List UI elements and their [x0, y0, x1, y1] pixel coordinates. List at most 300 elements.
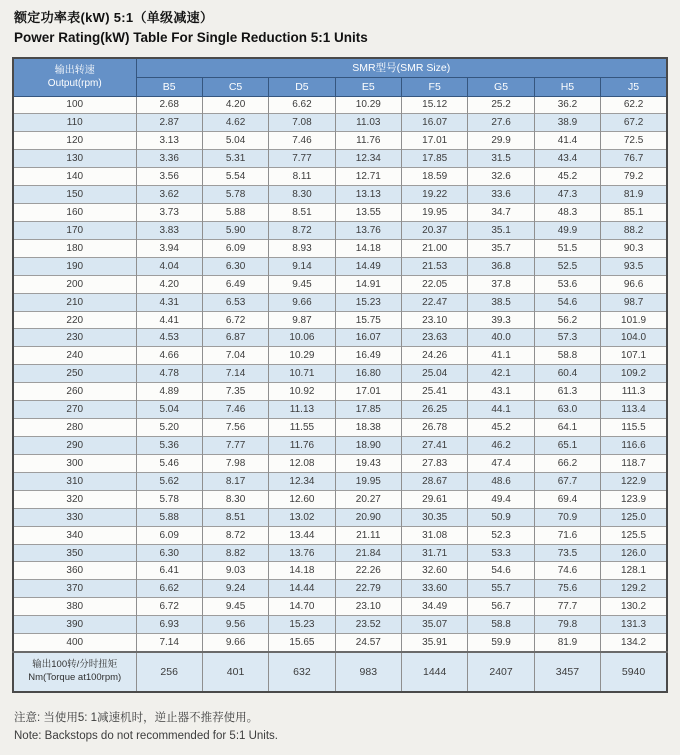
- table-row: [13, 454, 667, 472]
- value-cell: 81.9: [534, 634, 600, 652]
- table-row: [13, 150, 667, 168]
- value-cell: 62.2: [601, 96, 667, 114]
- value-cell: 52.3: [468, 526, 534, 544]
- value-cell: 58.8: [534, 347, 600, 365]
- value-cell: 6.62: [136, 580, 202, 598]
- value-cell: 5.46: [136, 454, 202, 472]
- value-cell: 8.72: [202, 526, 268, 544]
- value-cell: 125.5: [601, 526, 667, 544]
- value-cell: 13.76: [269, 544, 335, 562]
- value-cell: 15.65: [269, 634, 335, 652]
- table-row: [13, 96, 667, 114]
- value-cell: 14.18: [335, 239, 401, 257]
- value-cell: 109.2: [601, 365, 667, 383]
- value-cell: 49.4: [468, 490, 534, 508]
- table-row: [13, 186, 667, 204]
- value-cell: 13.76: [335, 221, 401, 239]
- torque-value-cell: 401: [202, 652, 268, 692]
- value-cell: 5.78: [202, 186, 268, 204]
- value-cell: 41.4: [534, 132, 600, 150]
- value-cell: 35.91: [402, 634, 468, 652]
- value-cell: 12.60: [269, 490, 335, 508]
- value-cell: 43.1: [468, 383, 534, 401]
- rpm-cell: 320: [13, 490, 136, 508]
- torque-value-cell: 3457: [534, 652, 600, 692]
- value-cell: 35.07: [402, 616, 468, 634]
- value-cell: 11.03: [335, 114, 401, 132]
- value-cell: 7.08: [269, 114, 335, 132]
- value-cell: 7.56: [202, 419, 268, 437]
- smr-size-group-header: SMR型号(SMR Size): [136, 58, 667, 77]
- value-cell: 4.20: [136, 275, 202, 293]
- value-cell: 39.3: [468, 311, 534, 329]
- value-cell: 22.79: [335, 580, 401, 598]
- value-cell: 8.30: [202, 490, 268, 508]
- torque-row-label: [13, 652, 136, 692]
- rpm-cell: 270: [13, 401, 136, 419]
- value-cell: 6.62: [269, 96, 335, 114]
- value-cell: 8.72: [269, 221, 335, 239]
- value-cell: 64.1: [534, 419, 600, 437]
- value-cell: 96.6: [601, 275, 667, 293]
- value-cell: 35.1: [468, 221, 534, 239]
- value-cell: 23.10: [335, 598, 401, 616]
- rpm-cell: 170: [13, 221, 136, 239]
- value-cell: 4.20: [202, 96, 268, 114]
- value-cell: 14.44: [269, 580, 335, 598]
- value-cell: 25.2: [468, 96, 534, 114]
- value-cell: 4.62: [202, 114, 268, 132]
- torque-value-cell: 2407: [468, 652, 534, 692]
- value-cell: 21.84: [335, 544, 401, 562]
- value-cell: 17.01: [402, 132, 468, 150]
- table-row: [13, 311, 667, 329]
- rpm-cell: 120: [13, 132, 136, 150]
- value-cell: 12.34: [335, 150, 401, 168]
- value-cell: 6.09: [136, 526, 202, 544]
- value-cell: 46.2: [468, 437, 534, 455]
- rpm-cell: 300: [13, 454, 136, 472]
- value-cell: 8.11: [269, 168, 335, 186]
- value-cell: 123.9: [601, 490, 667, 508]
- value-cell: 32.6: [468, 168, 534, 186]
- value-cell: 33.6: [468, 186, 534, 204]
- value-cell: 16.07: [335, 329, 401, 347]
- value-cell: 14.49: [335, 257, 401, 275]
- table-row: [13, 114, 667, 132]
- value-cell: 128.1: [601, 562, 667, 580]
- value-cell: 12.34: [269, 472, 335, 490]
- value-cell: 134.2: [601, 634, 667, 652]
- value-cell: 16.80: [335, 365, 401, 383]
- value-cell: 27.41: [402, 437, 468, 455]
- rpm-cell: 180: [13, 239, 136, 257]
- value-cell: 3.36: [136, 150, 202, 168]
- table-row: [13, 526, 667, 544]
- value-cell: 126.0: [601, 544, 667, 562]
- value-cell: 13.55: [335, 204, 401, 222]
- table-row: [13, 293, 667, 311]
- value-cell: 12.08: [269, 454, 335, 472]
- value-cell: 76.7: [601, 150, 667, 168]
- value-cell: 30.35: [402, 508, 468, 526]
- value-cell: 6.53: [202, 293, 268, 311]
- value-cell: 9.03: [202, 562, 268, 580]
- value-cell: 9.45: [202, 598, 268, 616]
- value-cell: 113.4: [601, 401, 667, 419]
- page-title-en: Power Rating(kW) Table For Single Reduction 5:1 Units: [14, 30, 368, 45]
- value-cell: 93.5: [601, 257, 667, 275]
- value-cell: 18.38: [335, 419, 401, 437]
- value-cell: 19.43: [335, 454, 401, 472]
- value-cell: 24.26: [402, 347, 468, 365]
- table-row: [13, 544, 667, 562]
- value-cell: 9.14: [269, 257, 335, 275]
- footnotes: [14, 709, 278, 746]
- size-column-header-D5: D5: [269, 77, 335, 96]
- table-header: [13, 58, 667, 96]
- value-cell: 35.7: [468, 239, 534, 257]
- value-cell: 22.47: [402, 293, 468, 311]
- value-cell: 65.1: [534, 437, 600, 455]
- value-cell: 42.1: [468, 365, 534, 383]
- value-cell: 20.37: [402, 221, 468, 239]
- table-row: [13, 204, 667, 222]
- value-cell: 10.06: [269, 329, 335, 347]
- value-cell: 11.76: [335, 132, 401, 150]
- value-cell: 32.60: [402, 562, 468, 580]
- value-cell: 44.1: [468, 401, 534, 419]
- value-cell: 54.6: [534, 293, 600, 311]
- value-cell: 6.87: [202, 329, 268, 347]
- value-cell: 8.93: [269, 239, 335, 257]
- value-cell: 47.3: [534, 186, 600, 204]
- rpm-cell: 240: [13, 347, 136, 365]
- value-cell: 13.02: [269, 508, 335, 526]
- table-row: [13, 168, 667, 186]
- size-column-header-E5: E5: [335, 77, 401, 96]
- value-cell: 15.12: [402, 96, 468, 114]
- table-row: [13, 598, 667, 616]
- value-cell: 11.55: [269, 419, 335, 437]
- value-cell: 90.3: [601, 239, 667, 257]
- value-cell: 5.62: [136, 472, 202, 490]
- value-cell: 8.17: [202, 472, 268, 490]
- page-title-zh: 额定功率表(kW) 5:1（单级减速）: [14, 10, 214, 25]
- value-cell: 4.31: [136, 293, 202, 311]
- value-cell: 85.1: [601, 204, 667, 222]
- value-cell: 5.90: [202, 221, 268, 239]
- value-cell: 79.8: [534, 616, 600, 634]
- value-cell: 72.5: [601, 132, 667, 150]
- table-footer: [13, 652, 667, 692]
- value-cell: 4.53: [136, 329, 202, 347]
- value-cell: 4.66: [136, 347, 202, 365]
- value-cell: 5.54: [202, 168, 268, 186]
- value-cell: 3.83: [136, 221, 202, 239]
- value-cell: 52.5: [534, 257, 600, 275]
- value-cell: 129.2: [601, 580, 667, 598]
- size-column-header-H5: H5: [534, 77, 600, 96]
- value-cell: 2.87: [136, 114, 202, 132]
- value-cell: 38.9: [534, 114, 600, 132]
- value-cell: 26.78: [402, 419, 468, 437]
- value-cell: 6.30: [136, 544, 202, 562]
- value-cell: 7.14: [202, 365, 268, 383]
- value-cell: 48.6: [468, 472, 534, 490]
- torque-value-cell: 256: [136, 652, 202, 692]
- size-column-header-F5: F5: [402, 77, 468, 96]
- value-cell: 69.4: [534, 490, 600, 508]
- value-cell: 8.51: [269, 204, 335, 222]
- torque-label-zh: 输出100转/分时扭矩: [32, 659, 118, 671]
- value-cell: 27.83: [402, 454, 468, 472]
- torque-row: [13, 652, 667, 692]
- value-cell: 4.04: [136, 257, 202, 275]
- rpm-cell: 330: [13, 508, 136, 526]
- value-cell: 45.2: [468, 419, 534, 437]
- rpm-cell: 260: [13, 383, 136, 401]
- value-cell: 7.04: [202, 347, 268, 365]
- rpm-cell: 370: [13, 580, 136, 598]
- table-row: [13, 365, 667, 383]
- value-cell: 3.73: [136, 204, 202, 222]
- value-cell: 130.2: [601, 598, 667, 616]
- value-cell: 79.2: [601, 168, 667, 186]
- value-cell: 23.63: [402, 329, 468, 347]
- value-cell: 12.71: [335, 168, 401, 186]
- table-row: [13, 634, 667, 652]
- value-cell: 31.5: [468, 150, 534, 168]
- torque-value-cell: 632: [269, 652, 335, 692]
- value-cell: 5.04: [202, 132, 268, 150]
- value-cell: 38.5: [468, 293, 534, 311]
- table-row: [13, 508, 667, 526]
- value-cell: 58.8: [468, 616, 534, 634]
- value-cell: 66.2: [534, 454, 600, 472]
- rpm-cell: 220: [13, 311, 136, 329]
- rpm-cell: 190: [13, 257, 136, 275]
- rpm-cell: 140: [13, 168, 136, 186]
- value-cell: 22.05: [402, 275, 468, 293]
- value-cell: 4.89: [136, 383, 202, 401]
- rpm-cell: 400: [13, 634, 136, 652]
- value-cell: 122.9: [601, 472, 667, 490]
- value-cell: 10.29: [269, 347, 335, 365]
- value-cell: 61.3: [534, 383, 600, 401]
- value-cell: 36.8: [468, 257, 534, 275]
- value-cell: 74.6: [534, 562, 600, 580]
- value-cell: 104.0: [601, 329, 667, 347]
- value-cell: 75.6: [534, 580, 600, 598]
- value-cell: 10.71: [269, 365, 335, 383]
- value-cell: 36.2: [534, 96, 600, 114]
- value-cell: 40.0: [468, 329, 534, 347]
- size-column-header-J5: J5: [601, 77, 667, 96]
- table-row: [13, 275, 667, 293]
- value-cell: 125.0: [601, 508, 667, 526]
- value-cell: 8.30: [269, 186, 335, 204]
- table-row: [13, 383, 667, 401]
- value-cell: 37.8: [468, 275, 534, 293]
- value-cell: 17.85: [335, 401, 401, 419]
- value-cell: 3.13: [136, 132, 202, 150]
- value-cell: 54.6: [468, 562, 534, 580]
- rpm-cell: 290: [13, 437, 136, 455]
- size-column-header-B5: B5: [136, 77, 202, 96]
- value-cell: 29.61: [402, 490, 468, 508]
- rpm-cell: 230: [13, 329, 136, 347]
- value-cell: 9.56: [202, 616, 268, 634]
- note-zh: 注意: 当使用5: 1减速机时，逆止器不推荐使用。: [14, 712, 259, 724]
- value-cell: 7.77: [202, 437, 268, 455]
- value-cell: 20.90: [335, 508, 401, 526]
- value-cell: 5.88: [202, 204, 268, 222]
- value-cell: 88.2: [601, 221, 667, 239]
- value-cell: 16.07: [402, 114, 468, 132]
- value-cell: 7.77: [269, 150, 335, 168]
- value-cell: 101.9: [601, 311, 667, 329]
- value-cell: 14.91: [335, 275, 401, 293]
- value-cell: 9.87: [269, 311, 335, 329]
- value-cell: 23.10: [402, 311, 468, 329]
- value-cell: 67.2: [601, 114, 667, 132]
- value-cell: 111.3: [601, 383, 667, 401]
- value-cell: 41.1: [468, 347, 534, 365]
- value-cell: 17.01: [335, 383, 401, 401]
- table-row: [13, 490, 667, 508]
- value-cell: 5.78: [136, 490, 202, 508]
- torque-value-cell: 983: [335, 652, 401, 692]
- value-cell: 116.6: [601, 437, 667, 455]
- value-cell: 22.26: [335, 562, 401, 580]
- value-cell: 23.52: [335, 616, 401, 634]
- size-column-header-C5: C5: [202, 77, 268, 96]
- value-cell: 7.14: [136, 634, 202, 652]
- value-cell: 48.3: [534, 204, 600, 222]
- rpm-cell: 110: [13, 114, 136, 132]
- value-cell: 25.04: [402, 365, 468, 383]
- value-cell: 5.31: [202, 150, 268, 168]
- torque-label-en: Nm(Torque at100rpm): [28, 671, 122, 683]
- value-cell: 43.4: [534, 150, 600, 168]
- rpm-cell: 130: [13, 150, 136, 168]
- table-row: [13, 221, 667, 239]
- value-cell: 31.08: [402, 526, 468, 544]
- rpm-cell: 250: [13, 365, 136, 383]
- value-cell: 4.78: [136, 365, 202, 383]
- value-cell: 118.7: [601, 454, 667, 472]
- value-cell: 6.93: [136, 616, 202, 634]
- value-cell: 14.18: [269, 562, 335, 580]
- value-cell: 10.29: [335, 96, 401, 114]
- value-cell: 21.11: [335, 526, 401, 544]
- table-row: [13, 239, 667, 257]
- value-cell: 28.67: [402, 472, 468, 490]
- value-cell: 6.09: [202, 239, 268, 257]
- value-cell: 73.5: [534, 544, 600, 562]
- value-cell: 21.00: [402, 239, 468, 257]
- value-cell: 81.9: [601, 186, 667, 204]
- rpm-cell: 210: [13, 293, 136, 311]
- torque-value-cell: 1444: [402, 652, 468, 692]
- value-cell: 24.57: [335, 634, 401, 652]
- value-cell: 18.90: [335, 437, 401, 455]
- value-cell: 21.53: [402, 257, 468, 275]
- value-cell: 5.04: [136, 401, 202, 419]
- value-cell: 19.95: [402, 204, 468, 222]
- rpm-cell: 380: [13, 598, 136, 616]
- table-row: [13, 437, 667, 455]
- value-cell: 45.2: [534, 168, 600, 186]
- value-cell: 33.60: [402, 580, 468, 598]
- value-cell: 67.7: [534, 472, 600, 490]
- value-cell: 5.88: [136, 508, 202, 526]
- value-cell: 15.75: [335, 311, 401, 329]
- value-cell: 53.3: [468, 544, 534, 562]
- value-cell: 9.45: [269, 275, 335, 293]
- value-cell: 18.59: [402, 168, 468, 186]
- value-cell: 7.98: [202, 454, 268, 472]
- value-cell: 56.7: [468, 598, 534, 616]
- value-cell: 6.72: [136, 598, 202, 616]
- value-cell: 16.49: [335, 347, 401, 365]
- value-cell: 3.56: [136, 168, 202, 186]
- value-cell: 20.27: [335, 490, 401, 508]
- value-cell: 51.5: [534, 239, 600, 257]
- value-cell: 71.6: [534, 526, 600, 544]
- note-en: Note: Backstops do not recommended for 5:1 Units.: [14, 730, 278, 743]
- value-cell: 131.3: [601, 616, 667, 634]
- output-rpm-column-header: [13, 58, 136, 96]
- value-cell: 7.46: [269, 132, 335, 150]
- value-cell: 8.82: [202, 544, 268, 562]
- value-cell: 57.3: [534, 329, 600, 347]
- power-rating-table: [12, 57, 668, 693]
- page-header: [0, 0, 680, 45]
- table-row: [13, 132, 667, 150]
- value-cell: 6.30: [202, 257, 268, 275]
- value-cell: 3.62: [136, 186, 202, 204]
- value-cell: 60.4: [534, 365, 600, 383]
- value-cell: 8.51: [202, 508, 268, 526]
- value-cell: 29.9: [468, 132, 534, 150]
- table-row: [13, 616, 667, 634]
- value-cell: 11.13: [269, 401, 335, 419]
- rpm-cell: 200: [13, 275, 136, 293]
- value-cell: 19.95: [335, 472, 401, 490]
- value-cell: 15.23: [335, 293, 401, 311]
- value-cell: 50.9: [468, 508, 534, 526]
- output-rpm-header-zh: 输出转速: [54, 65, 95, 77]
- value-cell: 115.5: [601, 419, 667, 437]
- value-cell: 53.6: [534, 275, 600, 293]
- size-column-header-G5: G5: [468, 77, 534, 96]
- value-cell: 3.94: [136, 239, 202, 257]
- value-cell: 34.7: [468, 204, 534, 222]
- value-cell: 47.4: [468, 454, 534, 472]
- rpm-cell: 160: [13, 204, 136, 222]
- value-cell: 2.68: [136, 96, 202, 114]
- value-cell: 19.22: [402, 186, 468, 204]
- table-row: [13, 257, 667, 275]
- table-row: [13, 419, 667, 437]
- value-cell: 6.41: [136, 562, 202, 580]
- value-cell: 6.49: [202, 275, 268, 293]
- value-cell: 9.24: [202, 580, 268, 598]
- table-row: [13, 401, 667, 419]
- value-cell: 70.9: [534, 508, 600, 526]
